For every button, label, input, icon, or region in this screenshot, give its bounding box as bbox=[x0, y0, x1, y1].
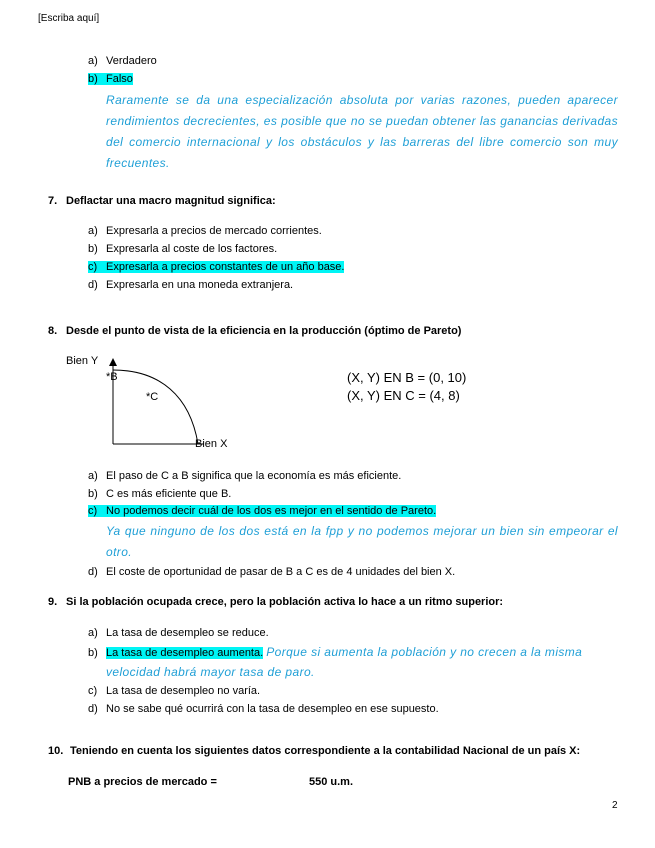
q9-option-a: a) La tasa de desempleo se reduce. bbox=[88, 627, 269, 639]
q8-option-c: c) No podemos decir cuál de los dos es mejor en el sentido de Pareto. bbox=[88, 505, 437, 517]
q8-option-a: a) El paso de C a B significa que la economía es más eficiente. bbox=[88, 470, 402, 482]
page-header: [Escriba aquí] bbox=[38, 13, 100, 24]
q10-row-label: PNB a precios de mercado = bbox=[68, 776, 217, 788]
q9-answer-note: Porque si aumenta la población y no crecen a la misma bbox=[266, 645, 583, 659]
q9-option-d: d) No se sabe qué ocurrirá con la tasa de desempleo en ese supuesto. bbox=[88, 703, 439, 715]
q9-option-c: c) La tasa de desempleo no varía. bbox=[88, 685, 261, 697]
q8-option-b: b) C es más eficiente que B. bbox=[88, 488, 232, 500]
q8-answer-note: Ya que ninguno de los dos está en la fpp y no podemos mejorar un bien sin empeorar el otro. bbox=[106, 524, 618, 559]
coord-b: (X, Y) EN B = (0, 10) bbox=[347, 370, 467, 385]
q9-answer-note-cont: velocidad habrá mayor tasa de paro. bbox=[106, 665, 315, 679]
q8-title: 8. Desde el punto de vista de la eficiencia en la producción (óptimo de Pareto) bbox=[48, 325, 462, 337]
q7-option-c: c) Expresarla a precios constantes de un año base. bbox=[88, 261, 345, 273]
graph-y-label: Bien Y bbox=[66, 355, 99, 367]
page-number: 2 bbox=[612, 800, 618, 811]
q10-title: 10. Teniendo en cuenta los siguientes datos correspondiente a la contabilidad Nacional de un país X: bbox=[48, 745, 581, 757]
q10-row-value: 550 u.m. bbox=[309, 776, 354, 788]
q7-option-a: a) Expresarla a precios de mercado corrientes. bbox=[88, 225, 322, 237]
q6-answer-note: Raramente se da una especialización absoluta por varias razones, pueden aparecer rendimientos decrecientes, es posible que no se puedan obtener las ganancias derivadas del comercio internacional y los obstáculos y las barreras del libre comercio son muy frecuentes. bbox=[106, 93, 618, 170]
point-c-label: *C bbox=[146, 391, 159, 403]
q6-option-b: b) Falso bbox=[88, 73, 133, 85]
point-b-label: *B bbox=[106, 371, 118, 383]
q9-title: 9. Si la población ocupada crece, pero la población activa lo hace a un ritmo superior: bbox=[48, 596, 504, 608]
q9-option-b: b) La tasa de desempleo aumenta. Porque si aumenta la población y no crecen a la misma bbox=[88, 645, 583, 659]
graph-x-label: Bien X bbox=[195, 438, 228, 450]
q7-option-b: b) Expresarla al coste de los factores. bbox=[88, 243, 278, 255]
q7-title: 7. Deflactar una macro magnitud significa: bbox=[48, 195, 276, 207]
q6-option-a: a) Verdadero bbox=[88, 55, 157, 67]
coord-c: (X, Y) EN C = (4, 8) bbox=[347, 388, 460, 403]
q7-option-d: d) Expresarla en una moneda extranjera. bbox=[88, 279, 294, 291]
q8-option-d: d) El coste de oportunidad de pasar de B a C es de 4 unidades del bien X. bbox=[88, 566, 456, 578]
